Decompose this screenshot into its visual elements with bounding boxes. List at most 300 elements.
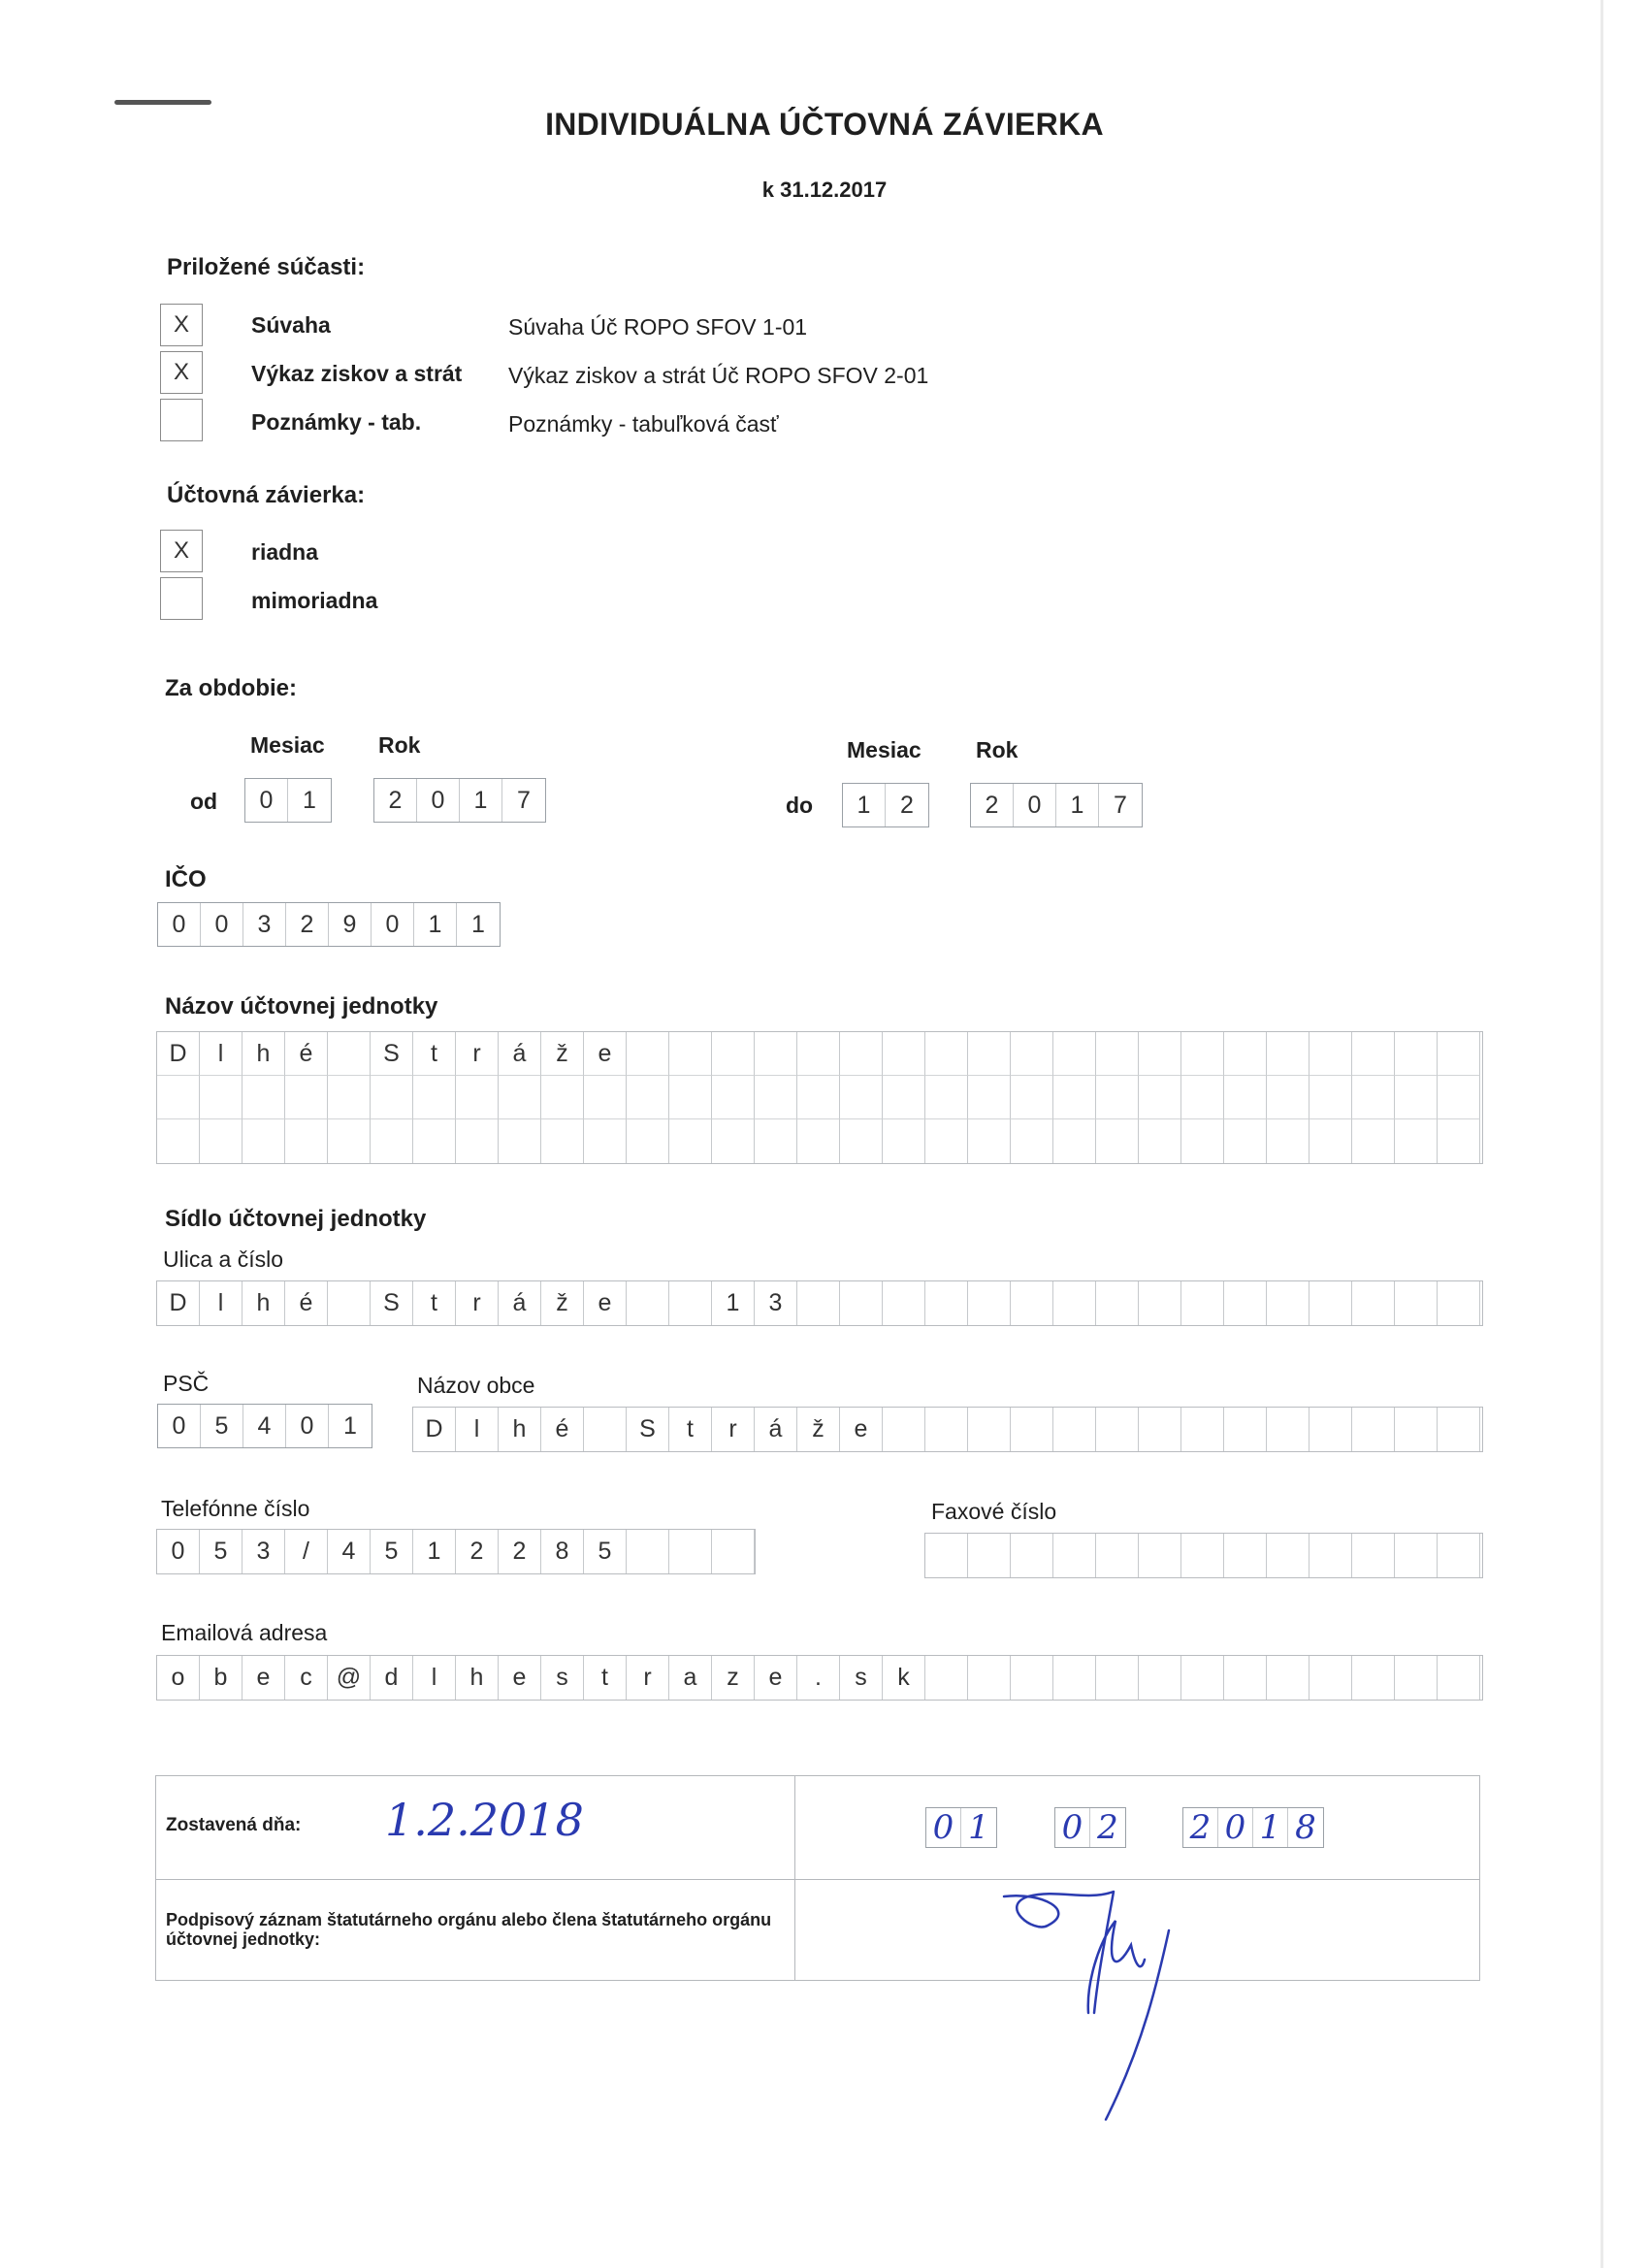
char-cell xyxy=(1310,1032,1352,1076)
compiled-handwritten-date: 1.2.2018 xyxy=(385,1794,584,1846)
char-cell xyxy=(1053,1281,1096,1325)
char-cell xyxy=(1181,1534,1224,1577)
handwritten-signature xyxy=(989,1867,1203,2129)
char-cell xyxy=(840,1076,883,1119)
char-cell xyxy=(755,1076,797,1119)
char-cell xyxy=(925,1656,968,1700)
char-cell: h xyxy=(499,1408,541,1451)
char-cell xyxy=(328,1119,371,1163)
char-cell: k xyxy=(883,1656,925,1700)
char-cell xyxy=(1310,1656,1352,1700)
char-cell: á xyxy=(755,1408,797,1451)
char-cell xyxy=(584,1408,627,1451)
char-cell: r xyxy=(627,1656,669,1700)
char-cell xyxy=(1181,1032,1224,1076)
street-grid[interactable] xyxy=(156,1280,1483,1326)
phone-label: Telefónne číslo xyxy=(161,1496,310,1521)
char-cell xyxy=(840,1032,883,1076)
char-cell: é xyxy=(285,1032,328,1076)
handwritten-digit: 0 xyxy=(926,1808,961,1847)
fax-row xyxy=(925,1534,1482,1577)
char-cell xyxy=(1224,1076,1267,1119)
char-cell xyxy=(1267,1281,1310,1325)
char-cell xyxy=(1139,1534,1181,1577)
char-cell xyxy=(1181,1408,1224,1451)
municipality-label: Názov obce xyxy=(417,1373,535,1398)
char-cell xyxy=(1395,1119,1438,1163)
char-cell: l xyxy=(456,1408,499,1451)
char-cell: 5 xyxy=(200,1530,242,1573)
char-cell xyxy=(627,1281,669,1325)
char-cell xyxy=(925,1076,968,1119)
phone-grid[interactable] xyxy=(156,1529,756,1574)
char-cell xyxy=(1352,1534,1395,1577)
char-cell xyxy=(1310,1119,1352,1163)
char-cell: 0 xyxy=(158,903,201,946)
signature-label: Podpisový záznam štatutárneho orgánu alebo člena štatutárneho orgánu účtovnej jednotky: xyxy=(166,1910,772,1949)
char-cell xyxy=(1352,1119,1395,1163)
char-cell: e xyxy=(242,1656,285,1700)
char-cell xyxy=(1011,1281,1053,1325)
char-cell xyxy=(1267,1534,1310,1577)
fax-label: Faxové číslo xyxy=(931,1499,1057,1524)
from-label: od xyxy=(190,789,218,814)
char-cell xyxy=(1267,1656,1310,1700)
char-cell: r xyxy=(456,1032,499,1076)
entity-name-row-1 xyxy=(157,1032,1482,1076)
char-cell: D xyxy=(413,1408,456,1451)
municipality-row xyxy=(413,1408,1482,1451)
char-cell: @ xyxy=(328,1656,371,1700)
char-cell xyxy=(1395,1281,1438,1325)
char-cell: ž xyxy=(541,1032,584,1076)
char-cell xyxy=(1352,1656,1395,1700)
char-cell xyxy=(200,1119,242,1163)
char-cell: 0 xyxy=(201,903,243,946)
char-cell: z xyxy=(712,1656,755,1700)
char-cell: 9 xyxy=(329,903,372,946)
char-cell xyxy=(1395,1032,1438,1076)
char-cell: 1 xyxy=(1056,784,1099,826)
char-cell: 2 xyxy=(374,779,417,822)
char-cell: S xyxy=(371,1032,413,1076)
char-cell xyxy=(242,1076,285,1119)
scan-edge xyxy=(1600,0,1603,2268)
char-cell xyxy=(797,1076,840,1119)
char-cell xyxy=(1139,1119,1181,1163)
char-cell: 8 xyxy=(541,1530,584,1573)
char-cell xyxy=(968,1281,1011,1325)
char-cell xyxy=(883,1076,925,1119)
char-cell: S xyxy=(627,1408,669,1451)
component-desc-notes: Poznámky - tabuľková časť xyxy=(508,411,779,437)
char-cell xyxy=(1139,1408,1181,1451)
from-year-label: Rok xyxy=(378,732,421,758)
char-cell: 0 xyxy=(417,779,460,822)
char-cell xyxy=(1310,1534,1352,1577)
char-cell xyxy=(1438,1119,1480,1163)
char-cell xyxy=(883,1281,925,1325)
char-cell xyxy=(712,1530,755,1573)
char-cell: t xyxy=(413,1281,456,1325)
char-cell xyxy=(1352,1281,1395,1325)
char-cell xyxy=(1310,1076,1352,1119)
char-cell xyxy=(285,1076,328,1119)
char-cell xyxy=(797,1032,840,1076)
char-cell xyxy=(157,1076,200,1119)
char-cell xyxy=(1438,1534,1480,1577)
char-cell xyxy=(371,1076,413,1119)
char-cell xyxy=(1438,1408,1480,1451)
char-cell xyxy=(1395,1408,1438,1451)
char-cell xyxy=(1139,1032,1181,1076)
handwritten-digit: 2 xyxy=(1183,1808,1218,1847)
char-cell: t xyxy=(669,1408,712,1451)
char-cell: 1 xyxy=(413,1530,456,1573)
char-cell: l xyxy=(413,1656,456,1700)
char-cell: e xyxy=(584,1032,627,1076)
char-cell xyxy=(584,1119,627,1163)
char-cell xyxy=(1053,1534,1096,1577)
char-cell xyxy=(840,1119,883,1163)
char-cell xyxy=(328,1281,371,1325)
component-name-income-statement: Výkaz ziskov a strát xyxy=(251,361,463,386)
char-cell: a xyxy=(669,1656,712,1700)
address-heading: Sídlo účtovnej jednotky xyxy=(165,1206,427,1232)
char-cell xyxy=(627,1076,669,1119)
char-cell: D xyxy=(157,1032,200,1076)
char-cell xyxy=(1096,1408,1139,1451)
char-cell: r xyxy=(712,1408,755,1451)
date-box-month[interactable] xyxy=(1054,1807,1126,1848)
char-cell: h xyxy=(242,1281,285,1325)
char-cell: . xyxy=(797,1656,840,1700)
char-cell xyxy=(1224,1534,1267,1577)
char-cell xyxy=(968,1408,1011,1451)
char-cell: 1 xyxy=(303,787,316,814)
to-month-boxes[interactable] xyxy=(842,783,929,827)
char-cell xyxy=(1096,1281,1139,1325)
char-cell: ž xyxy=(797,1408,840,1451)
char-cell: 1 xyxy=(843,784,886,826)
char-cell xyxy=(456,1076,499,1119)
char-cell xyxy=(1053,1656,1096,1700)
char-cell xyxy=(1438,1032,1480,1076)
char-cell xyxy=(157,1119,200,1163)
char-cell xyxy=(925,1032,968,1076)
document-title: INDIVIDUÁLNA ÚČTOVNÁ ZÁVIERKA xyxy=(545,107,1104,142)
char-cell: e xyxy=(840,1408,883,1451)
char-cell: S xyxy=(371,1281,413,1325)
char-cell xyxy=(499,1119,541,1163)
char-cell: 3 xyxy=(243,903,286,946)
char-cell: 1 xyxy=(414,903,457,946)
handwritten-digit: 1 xyxy=(1253,1808,1288,1847)
char-cell: 5 xyxy=(371,1530,413,1573)
char-cell xyxy=(328,1032,371,1076)
char-cell xyxy=(413,1119,456,1163)
char-cell: l xyxy=(200,1032,242,1076)
char-cell xyxy=(1139,1281,1181,1325)
char-cell: s xyxy=(541,1656,584,1700)
char-cell xyxy=(1267,1076,1310,1119)
char-cell xyxy=(242,1119,285,1163)
signature-table-divider xyxy=(794,1776,795,1980)
char-cell xyxy=(1438,1281,1480,1325)
period-heading: Za obdobie: xyxy=(165,675,297,701)
char-cell: 2 xyxy=(971,784,1014,826)
char-cell: t xyxy=(413,1032,456,1076)
char-cell: á xyxy=(499,1032,541,1076)
entity-name-row-2 xyxy=(157,1076,1482,1119)
component-name-notes: Poznámky - tab. xyxy=(251,409,422,435)
char-cell xyxy=(1395,1534,1438,1577)
char-cell xyxy=(541,1076,584,1119)
char-cell: 1 xyxy=(471,911,485,938)
char-cell: d xyxy=(371,1656,413,1700)
char-cell: 0 xyxy=(245,779,288,822)
scan-mark xyxy=(114,100,211,105)
char-cell: 2 xyxy=(286,903,329,946)
char-cell: r xyxy=(456,1281,499,1325)
char-cell xyxy=(883,1032,925,1076)
char-cell: 5 xyxy=(201,1405,243,1447)
char-cell xyxy=(1438,1076,1480,1119)
char-cell xyxy=(1438,1656,1480,1700)
char-cell xyxy=(1352,1032,1395,1076)
char-cell xyxy=(1096,1032,1139,1076)
char-cell xyxy=(669,1530,712,1573)
from-year-boxes[interactable] xyxy=(373,778,546,823)
char-cell xyxy=(1267,1408,1310,1451)
handwritten-digit: 8 xyxy=(1295,1808,1316,1847)
checkbox-notes[interactable] xyxy=(160,399,203,441)
char-cell xyxy=(1011,1656,1053,1700)
char-cell: é xyxy=(541,1408,584,1451)
char-cell: D xyxy=(157,1281,200,1325)
char-cell xyxy=(1352,1408,1395,1451)
char-cell xyxy=(1096,1656,1139,1700)
char-cell: c xyxy=(285,1656,328,1700)
char-cell xyxy=(1096,1534,1139,1577)
signature-table xyxy=(155,1775,1480,1981)
checkbox-regular[interactable]: X xyxy=(160,530,203,572)
char-cell xyxy=(1053,1076,1096,1119)
char-cell xyxy=(1139,1076,1181,1119)
char-cell xyxy=(712,1076,755,1119)
char-cell xyxy=(1310,1408,1352,1451)
char-cell xyxy=(968,1032,1011,1076)
char-cell xyxy=(627,1530,669,1573)
char-cell xyxy=(712,1032,755,1076)
char-cell: e xyxy=(499,1656,541,1700)
char-cell: á xyxy=(499,1281,541,1325)
char-cell xyxy=(1181,1656,1224,1700)
char-cell xyxy=(627,1032,669,1076)
component-name-balance-sheet: Súvaha xyxy=(251,312,331,338)
char-cell xyxy=(1011,1534,1053,1577)
email-grid[interactable] xyxy=(156,1655,1483,1701)
char-cell xyxy=(925,1119,968,1163)
entity-name-row-3 xyxy=(157,1119,1482,1163)
char-cell xyxy=(1352,1076,1395,1119)
char-cell xyxy=(1011,1076,1053,1119)
char-cell xyxy=(968,1076,1011,1119)
checkbox-extraordinary[interactable] xyxy=(160,577,203,620)
char-cell xyxy=(1224,1032,1267,1076)
char-cell xyxy=(1224,1656,1267,1700)
char-cell xyxy=(371,1119,413,1163)
char-cell xyxy=(1096,1119,1139,1163)
char-cell: 2 xyxy=(456,1530,499,1573)
to-year-boxes[interactable] xyxy=(970,783,1143,827)
psc-boxes[interactable] xyxy=(157,1404,372,1448)
components-heading: Priložené súčasti: xyxy=(167,254,366,280)
char-cell: 1 xyxy=(712,1281,755,1325)
char-cell xyxy=(669,1281,712,1325)
char-cell xyxy=(669,1119,712,1163)
char-cell: 0 xyxy=(372,903,414,946)
char-cell xyxy=(1181,1076,1224,1119)
char-cell: b xyxy=(200,1656,242,1700)
char-cell xyxy=(968,1656,1011,1700)
char-cell xyxy=(1395,1656,1438,1700)
char-cell xyxy=(1224,1281,1267,1325)
char-cell: 1 xyxy=(343,1412,357,1440)
char-cell: 1 xyxy=(460,779,502,822)
char-cell xyxy=(1267,1032,1310,1076)
char-cell: o xyxy=(157,1656,200,1700)
phone-row xyxy=(157,1530,755,1573)
signature-table-row-divider xyxy=(156,1879,1479,1880)
ico-label: IČO xyxy=(165,866,207,892)
closing-heading: Účtovná závierka: xyxy=(167,482,366,508)
char-cell: ž xyxy=(541,1281,584,1325)
char-cell xyxy=(1053,1408,1096,1451)
char-cell xyxy=(1267,1119,1310,1163)
char-cell xyxy=(584,1076,627,1119)
char-cell: 7 xyxy=(1114,792,1127,819)
char-cell xyxy=(456,1119,499,1163)
char-cell: l xyxy=(200,1281,242,1325)
char-cell: e xyxy=(755,1656,797,1700)
char-cell xyxy=(1139,1656,1181,1700)
char-cell: 0 xyxy=(1014,784,1056,826)
char-cell: h xyxy=(242,1032,285,1076)
char-cell: s xyxy=(840,1656,883,1700)
char-cell xyxy=(797,1119,840,1163)
document-date: k 31.12.2017 xyxy=(761,178,888,202)
char-cell xyxy=(541,1119,584,1163)
component-desc-balance-sheet: Súvaha Úč ROPO SFOV 1-01 xyxy=(508,314,808,340)
component-desc-income-statement: Výkaz ziskov a strát Úč ROPO SFOV 2-01 xyxy=(508,363,929,388)
char-cell xyxy=(968,1119,1011,1163)
char-cell xyxy=(883,1119,925,1163)
char-cell xyxy=(1096,1076,1139,1119)
char-cell: 2 xyxy=(499,1530,541,1573)
char-cell: 7 xyxy=(517,787,531,814)
char-cell xyxy=(669,1076,712,1119)
char-cell xyxy=(925,1534,968,1577)
char-cell: 0 xyxy=(286,1405,329,1447)
char-cell: 0 xyxy=(157,1530,200,1573)
char-cell xyxy=(1310,1281,1352,1325)
date-box-day[interactable] xyxy=(925,1807,997,1848)
compiled-label: Zostavená dňa: xyxy=(166,1815,302,1835)
char-cell: é xyxy=(285,1281,328,1325)
to-label: do xyxy=(786,793,814,818)
from-month-boxes[interactable] xyxy=(244,778,332,823)
char-cell xyxy=(413,1076,456,1119)
char-cell: 4 xyxy=(243,1405,286,1447)
char-cell xyxy=(925,1408,968,1451)
char-cell xyxy=(1395,1076,1438,1119)
to-year-label: Rok xyxy=(976,737,1018,762)
char-cell: 3 xyxy=(242,1530,285,1573)
closing-regular-label: riadna xyxy=(251,539,319,565)
char-cell xyxy=(755,1032,797,1076)
char-cell: h xyxy=(456,1656,499,1700)
street-label: Ulica a číslo xyxy=(163,1247,283,1272)
char-cell xyxy=(669,1032,712,1076)
char-cell xyxy=(627,1119,669,1163)
char-cell xyxy=(328,1076,371,1119)
char-cell xyxy=(1053,1119,1096,1163)
char-cell xyxy=(499,1076,541,1119)
char-cell: e xyxy=(584,1281,627,1325)
entity-name-grid[interactable] xyxy=(156,1031,1483,1164)
checkbox-income-statement[interactable]: X xyxy=(160,351,203,394)
entity-name-label: Názov účtovnej jednotky xyxy=(165,993,438,1020)
closing-extraordinary-label: mimoriadna xyxy=(251,588,378,613)
char-cell xyxy=(1011,1408,1053,1451)
char-cell xyxy=(1011,1119,1053,1163)
handwritten-digit: 1 xyxy=(968,1808,989,1847)
char-cell xyxy=(1181,1119,1224,1163)
to-month-label: Mesiac xyxy=(847,737,922,762)
char-cell xyxy=(1053,1032,1096,1076)
char-cell: 5 xyxy=(584,1530,627,1573)
date-box-year[interactable] xyxy=(1182,1807,1324,1848)
char-cell: 0 xyxy=(158,1405,201,1447)
char-cell xyxy=(883,1408,925,1451)
char-cell xyxy=(1224,1408,1267,1451)
handwritten-digit: 2 xyxy=(1097,1808,1118,1847)
char-cell: t xyxy=(584,1656,627,1700)
fax-grid[interactable] xyxy=(924,1533,1483,1578)
char-cell xyxy=(1181,1281,1224,1325)
char-cell xyxy=(797,1281,840,1325)
char-cell xyxy=(968,1534,1011,1577)
char-cell: 2 xyxy=(900,792,914,819)
char-cell: 4 xyxy=(328,1530,371,1573)
checkbox-balance-sheet[interactable]: X xyxy=(160,304,203,346)
handwritten-digit: 0 xyxy=(1218,1808,1253,1847)
municipality-grid[interactable] xyxy=(412,1407,1483,1452)
email-label: Emailová adresa xyxy=(161,1620,328,1645)
from-month-label: Mesiac xyxy=(250,732,325,758)
ico-boxes[interactable] xyxy=(157,902,501,947)
char-cell xyxy=(840,1281,883,1325)
email-row xyxy=(157,1656,1482,1700)
handwritten-digit: 0 xyxy=(1055,1808,1090,1847)
psc-label: PSČ xyxy=(163,1371,210,1396)
char-cell xyxy=(285,1119,328,1163)
street-row xyxy=(157,1281,1482,1325)
char-cell xyxy=(712,1119,755,1163)
char-cell xyxy=(925,1281,968,1325)
char-cell xyxy=(755,1119,797,1163)
